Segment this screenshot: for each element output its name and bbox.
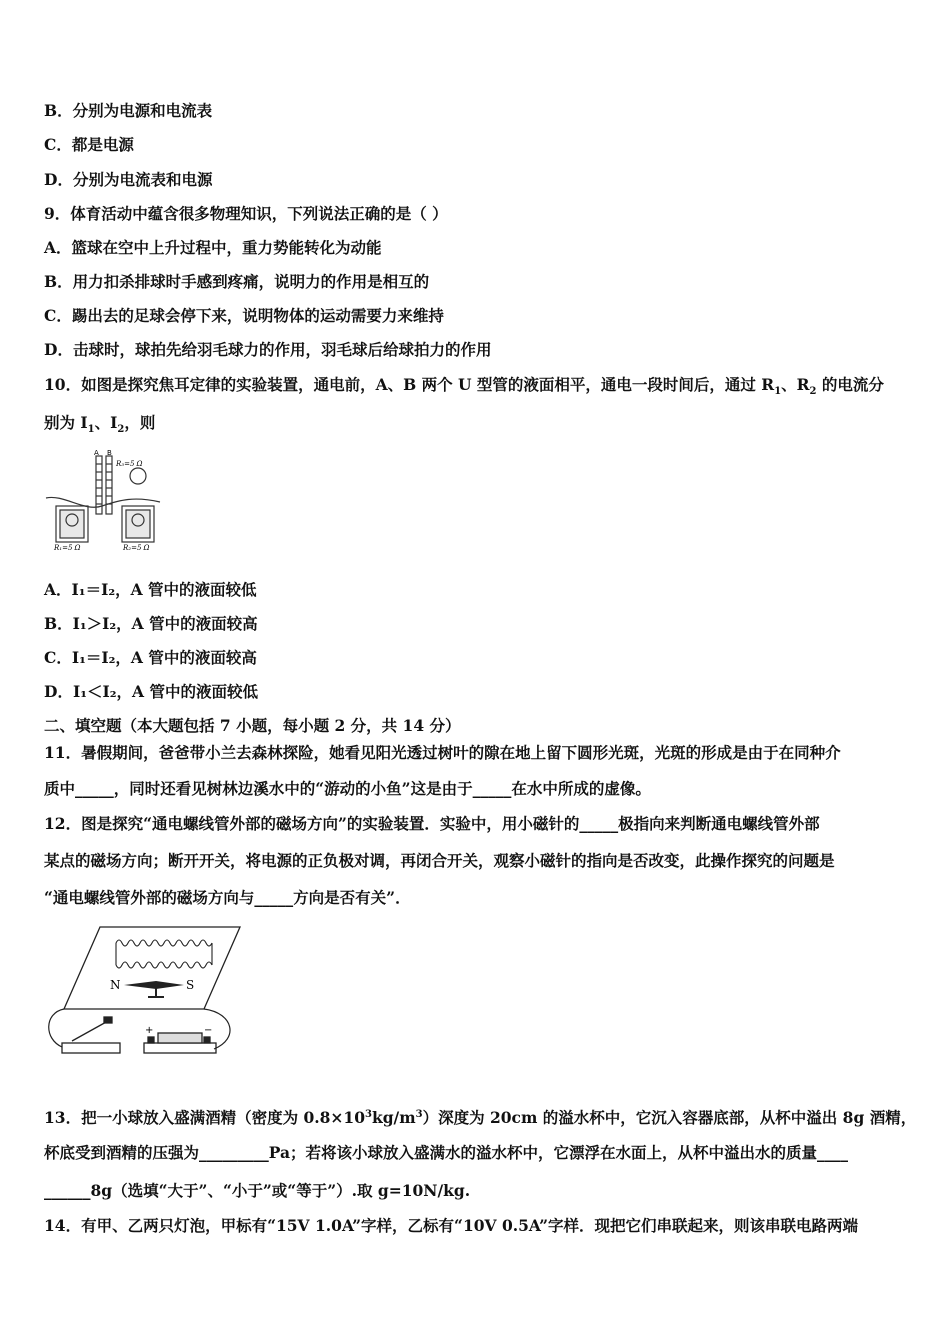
battery [144, 1033, 216, 1053]
fig-label-r3: R₃=5 Ω [116, 460, 143, 468]
q10-stem-line2: 别为 $I_1$、$I_2$，则 [44, 413, 156, 436]
q12-line2: 某点的磁场方向；断开开关，将电源的正负极对调，再闭合开关，观察小磁针的指向是否改变，此操作探究的问题是 [44, 851, 835, 870]
solenoid-coil [116, 940, 212, 968]
fig-label-minus: − [204, 1025, 213, 1036]
section2-heading: 二、填空题（本大题包括 7 小题，每小题 2 分，共 14 分） [44, 716, 461, 735]
fig-label-plus: + [145, 1025, 154, 1036]
q10-stem-line1: 10．如图是探究焦耳定律的实验装置，通电前，A、B 两个 U 型管的液面相平，通电一段时间后，通过 $R_1$、$R_2$ 的电流分 [44, 375, 884, 398]
fig-wire-left [49, 1009, 64, 1047]
solenoid-apparatus-figure [44, 921, 244, 1066]
q10-option-b: B．I₁＞I₂，A 管中的液面较高 [44, 614, 258, 633]
container-left [56, 506, 88, 542]
q9-option-c: C．踢出去的足球会停下来，说明物体的运动需要力来维持 [44, 306, 444, 325]
fig-label-r2: R₂=5 Ω [123, 544, 150, 552]
q9-option-d: D．击球时，球拍先给羽毛球力的作用，羽毛球后给球拍力的作用 [44, 340, 492, 359]
switch [62, 1017, 120, 1053]
q8-option-b: B．分别为电源和电流表 [44, 101, 213, 120]
q13-line1: 13．把一小球放入盛满酒精（密度为 $0.8\times 10^3kg/m^3$）深度为 20cm 的溢水杯中，它沉入容器底部，从杯中溢出 8g 酒精， [44, 1108, 917, 1128]
q12-line1: 12．图是探究“通电螺线管外部的磁场方向”的实验装置．实验中，用小磁针的_____极指向来判断通电螺线管外部 [44, 814, 820, 833]
q9-stem: 9．体育活动中蕴含很多物理知识，下列说法正确的是（ ） [44, 204, 448, 223]
fig-label-s: S [186, 978, 195, 992]
q11-line2: 质中_____，同时还看见树林边溪水中的“游动的小鱼”这是由于_____在水中所成的虚像。 [44, 779, 651, 798]
q12-line3: “通电螺线管外部的磁场方向与_____方向是否有关”． [44, 888, 411, 907]
q13-line3: ______8g（选填“大于”、“小于”或“等于”）.取 g=10N/kg. [44, 1181, 471, 1200]
q11-line1: 11．暑假期间，爸爸带小兰去森林探险，她看见阳光透过树叶的隙在地上留下圆形光斑，光斑的形成是由于在同种介 [44, 743, 841, 762]
fig-label-b: B [107, 449, 112, 457]
q10-option-c: C．I₁＝I₂，A 管中的液面较高 [44, 648, 257, 667]
joule-law-apparatus-figure [44, 446, 162, 556]
container-right [122, 468, 154, 542]
fig-label-r1: R₁=5 Ω [54, 544, 81, 552]
q14-line1: 14．有甲、乙两只灯泡，甲标有“15V 1.0A”字样，乙标有“10V 0.5A”字样．现把它们串联起来，则该串联电路两端 [44, 1216, 859, 1235]
compass-needle [124, 981, 184, 989]
q9-option-b: B．用力扣杀排球时手感到疼痛，说明力的作用是相互的 [44, 272, 430, 291]
q13-line2: 杯底受到酒精的压强为_________Pa；若将该小球放入盛满水的溢水杯中，它漂浮在水面上，从杯中溢出水的质量____ [44, 1143, 849, 1162]
q8-option-c: C．都是电源 [44, 135, 134, 154]
q8-option-d: D．分别为电流表和电源 [44, 170, 213, 189]
q9-option-a: A．篮球在空中上升过程中，重力势能转化为动能 [44, 238, 382, 257]
fig-label-n: N [110, 978, 121, 992]
q10-option-d: D．I₁＜I₂，A 管中的液面较低 [44, 682, 258, 701]
q10-option-a: A．I₁＝I₂，A 管中的液面较低 [44, 580, 257, 599]
fig-label-a: A [94, 449, 99, 457]
